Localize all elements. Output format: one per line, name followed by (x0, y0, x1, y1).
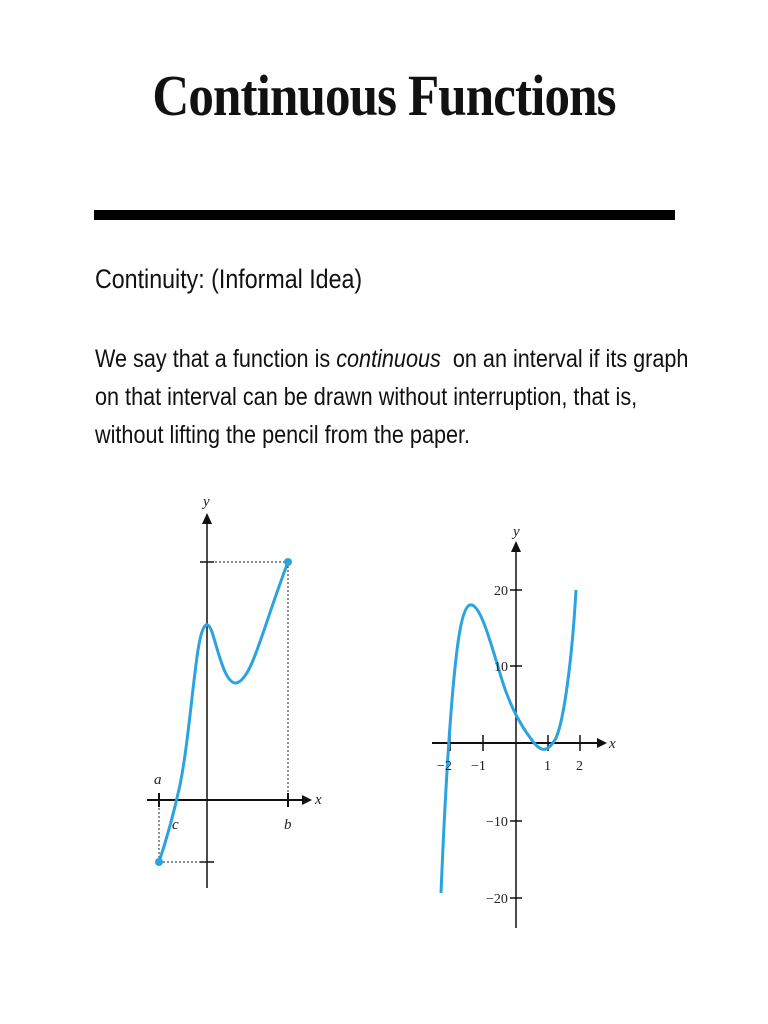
page-title: Continuous Functions (152, 63, 616, 128)
right-ytick-label-10: 10 (494, 660, 508, 675)
right-ytick-label-neg10: −10 (486, 815, 508, 830)
right-y-label: y (513, 524, 520, 540)
right-xtick-label-1: 1 (544, 759, 551, 774)
section-heading: Continuity: (Informal Idea) (95, 264, 363, 294)
right-xtick-label-neg1: −1 (471, 759, 486, 774)
paragraph-line-2: on that interval can be drawn without interruption, that is, (95, 383, 638, 411)
right-xtick-label-neg2: −2 (437, 759, 452, 774)
paragraph-line-3: without lifting the pencil from the paper. (95, 421, 471, 449)
left-y-label: y (203, 494, 210, 510)
right-ytick-label-20: 20 (494, 584, 508, 599)
left-label-a: a (154, 772, 162, 788)
emphasis-continuous: continuous (336, 345, 441, 373)
right-x-label: x (609, 736, 616, 752)
left-label-c: c (172, 817, 179, 833)
paragraph-line-1: We say that a function is continuous on an interval if its graph (95, 345, 689, 373)
right-x-arrow-icon (597, 738, 607, 748)
right-curve (441, 590, 576, 893)
right-y-arrow-icon (511, 541, 521, 552)
left-x-label: x (315, 792, 322, 808)
left-label-b: b (284, 817, 292, 833)
right-xtick-label-2: 2 (576, 759, 583, 774)
right-ytick-label-neg20: −20 (486, 892, 508, 907)
